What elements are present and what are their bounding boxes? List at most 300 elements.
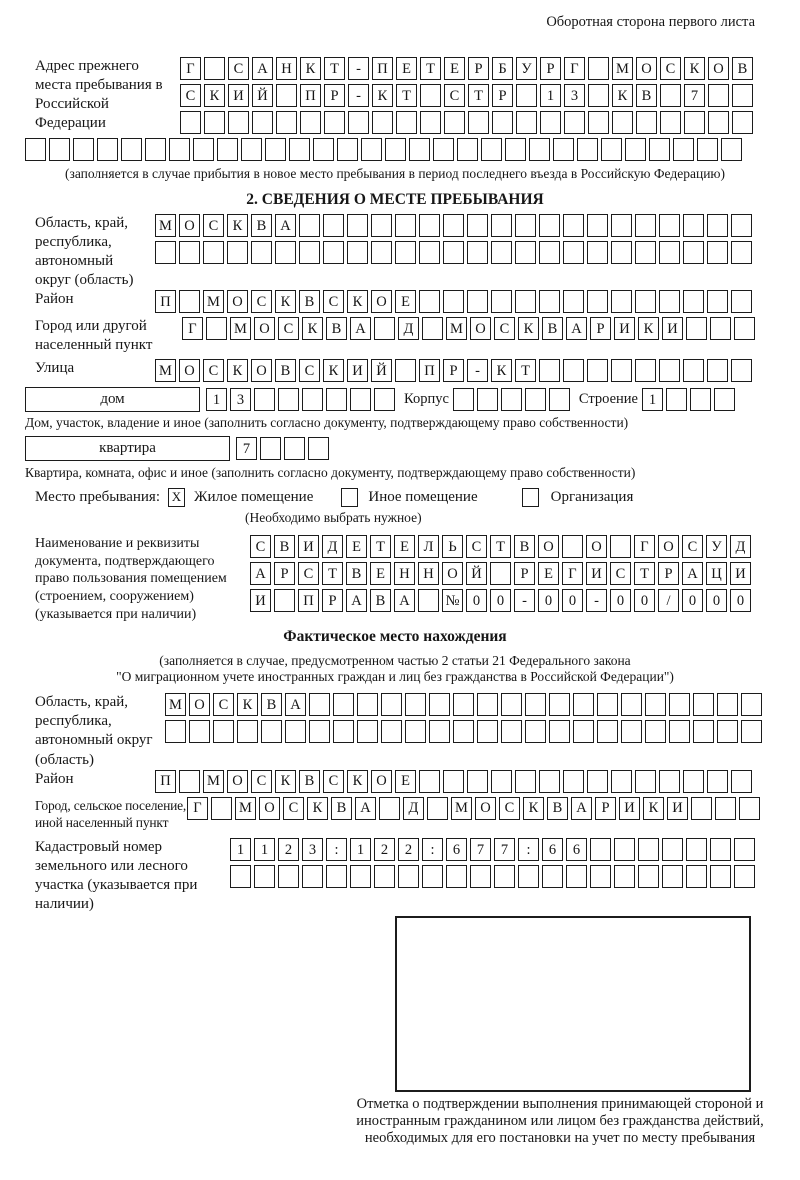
- char-cell[interactable]: [285, 720, 306, 743]
- char-cell[interactable]: [309, 720, 330, 743]
- char-cell[interactable]: [601, 138, 622, 161]
- char-cell[interactable]: [379, 797, 400, 820]
- char-cell[interactable]: А: [350, 317, 371, 340]
- char-cell[interactable]: [241, 138, 262, 161]
- char-cell[interactable]: [714, 388, 735, 411]
- char-cell[interactable]: [659, 290, 680, 313]
- char-cell[interactable]: Р: [274, 562, 295, 585]
- char-cell[interactable]: [666, 388, 687, 411]
- char-cell[interactable]: [409, 138, 430, 161]
- char-cell[interactable]: [121, 138, 142, 161]
- char-cell[interactable]: [381, 693, 402, 716]
- char-cell[interactable]: П: [155, 290, 176, 313]
- char-cell[interactable]: И: [298, 535, 319, 558]
- char-cell[interactable]: С: [228, 57, 249, 80]
- char-cell[interactable]: [710, 838, 731, 861]
- char-cell[interactable]: :: [422, 838, 443, 861]
- char-cell[interactable]: Ь: [442, 535, 463, 558]
- char-cell[interactable]: 1: [540, 84, 561, 107]
- char-cell[interactable]: М: [451, 797, 472, 820]
- char-cell[interactable]: [587, 241, 608, 264]
- char-cell[interactable]: И: [586, 562, 607, 585]
- char-cell[interactable]: К: [227, 214, 248, 237]
- char-cell[interactable]: [659, 359, 680, 382]
- char-cell[interactable]: [419, 214, 440, 237]
- char-cell[interactable]: [539, 290, 560, 313]
- char-cell[interactable]: 7: [684, 84, 705, 107]
- char-cell[interactable]: Н: [394, 562, 415, 585]
- char-cell[interactable]: П: [298, 589, 319, 612]
- char-cell[interactable]: [732, 84, 753, 107]
- char-cell[interactable]: [625, 138, 646, 161]
- char-cell[interactable]: [539, 359, 560, 382]
- char-cell[interactable]: У: [516, 57, 537, 80]
- char-cell[interactable]: [302, 865, 323, 888]
- char-cell[interactable]: [348, 111, 369, 134]
- char-cell[interactable]: [374, 388, 395, 411]
- char-cell[interactable]: [494, 865, 515, 888]
- char-cell[interactable]: К: [275, 290, 296, 313]
- char-cell[interactable]: [563, 214, 584, 237]
- char-cell[interactable]: [491, 241, 512, 264]
- char-cell[interactable]: [302, 388, 323, 411]
- char-cell[interactable]: [395, 214, 416, 237]
- char-cell[interactable]: О: [636, 57, 657, 80]
- char-cell[interactable]: [611, 290, 632, 313]
- char-cell[interactable]: [734, 317, 755, 340]
- char-cell[interactable]: [562, 535, 583, 558]
- char-cell[interactable]: [457, 138, 478, 161]
- char-cell[interactable]: Т: [490, 535, 511, 558]
- char-cell[interactable]: И: [347, 359, 368, 382]
- char-cell[interactable]: [635, 290, 656, 313]
- char-cell[interactable]: [525, 693, 546, 716]
- char-cell[interactable]: Т: [468, 84, 489, 107]
- char-cell[interactable]: [731, 359, 752, 382]
- char-cell[interactable]: [261, 720, 282, 743]
- char-cell[interactable]: К: [237, 693, 258, 716]
- char-cell[interactable]: [611, 770, 632, 793]
- char-cell[interactable]: [587, 290, 608, 313]
- char-cell[interactable]: О: [251, 359, 272, 382]
- char-cell[interactable]: 1: [230, 838, 251, 861]
- char-cell[interactable]: К: [347, 770, 368, 793]
- char-cell[interactable]: И: [228, 84, 249, 107]
- char-cell[interactable]: 2: [278, 838, 299, 861]
- char-cell[interactable]: [252, 111, 273, 134]
- char-cell[interactable]: [588, 111, 609, 134]
- char-cell[interactable]: [73, 138, 94, 161]
- char-cell[interactable]: [669, 693, 690, 716]
- char-cell[interactable]: [433, 138, 454, 161]
- char-cell[interactable]: Й: [371, 359, 392, 382]
- char-cell[interactable]: А: [355, 797, 376, 820]
- char-cell[interactable]: В: [274, 535, 295, 558]
- char-cell[interactable]: [635, 214, 656, 237]
- char-cell[interactable]: Л: [418, 535, 439, 558]
- char-cell[interactable]: [278, 388, 299, 411]
- char-cell[interactable]: [284, 437, 305, 460]
- char-cell[interactable]: В: [299, 290, 320, 313]
- char-cell[interactable]: [420, 111, 441, 134]
- char-cell[interactable]: [731, 770, 752, 793]
- char-cell[interactable]: [467, 290, 488, 313]
- char-cell[interactable]: [669, 720, 690, 743]
- char-cell[interactable]: [673, 138, 694, 161]
- char-cell[interactable]: О: [227, 290, 248, 313]
- char-cell[interactable]: [659, 241, 680, 264]
- char-cell[interactable]: [597, 720, 618, 743]
- char-cell[interactable]: А: [346, 589, 367, 612]
- char-cell[interactable]: 1: [350, 838, 371, 861]
- char-cell[interactable]: [518, 865, 539, 888]
- char-cell[interactable]: Е: [395, 290, 416, 313]
- char-cell[interactable]: [573, 693, 594, 716]
- char-cell[interactable]: К: [612, 84, 633, 107]
- char-cell[interactable]: [446, 865, 467, 888]
- char-cell[interactable]: [645, 720, 666, 743]
- char-cell[interactable]: 1: [254, 838, 275, 861]
- char-cell[interactable]: [564, 111, 585, 134]
- char-cell[interactable]: В: [261, 693, 282, 716]
- char-cell[interactable]: К: [323, 359, 344, 382]
- char-cell[interactable]: М: [155, 359, 176, 382]
- char-cell[interactable]: 7: [494, 838, 515, 861]
- char-cell[interactable]: [635, 241, 656, 264]
- char-cell[interactable]: С: [494, 317, 515, 340]
- char-cell[interactable]: В: [346, 562, 367, 585]
- char-cell[interactable]: [309, 693, 330, 716]
- char-cell[interactable]: М: [446, 317, 467, 340]
- char-cell[interactable]: [477, 388, 498, 411]
- char-cell[interactable]: [398, 865, 419, 888]
- char-cell[interactable]: О: [475, 797, 496, 820]
- char-cell[interactable]: В: [275, 359, 296, 382]
- char-cell[interactable]: 7: [236, 437, 257, 460]
- char-cell[interactable]: [539, 214, 560, 237]
- char-cell[interactable]: [491, 770, 512, 793]
- char-cell[interactable]: [25, 138, 46, 161]
- char-cell[interactable]: Н: [276, 57, 297, 80]
- char-cell[interactable]: К: [518, 317, 539, 340]
- char-cell[interactable]: [621, 720, 642, 743]
- char-cell[interactable]: Р: [443, 359, 464, 382]
- char-cell[interactable]: [611, 214, 632, 237]
- char-cell[interactable]: №: [442, 589, 463, 612]
- char-cell[interactable]: [443, 214, 464, 237]
- char-cell[interactable]: [419, 241, 440, 264]
- char-cell[interactable]: Е: [538, 562, 559, 585]
- char-cell[interactable]: [350, 388, 371, 411]
- char-cell[interactable]: [515, 290, 536, 313]
- char-cell[interactable]: [621, 693, 642, 716]
- char-cell[interactable]: Р: [468, 57, 489, 80]
- char-cell[interactable]: [443, 290, 464, 313]
- char-cell[interactable]: [614, 865, 635, 888]
- char-cell[interactable]: Т: [324, 57, 345, 80]
- char-cell[interactable]: Р: [590, 317, 611, 340]
- char-cell[interactable]: [468, 111, 489, 134]
- char-cell[interactable]: [254, 388, 275, 411]
- char-cell[interactable]: [371, 214, 392, 237]
- char-cell[interactable]: С: [203, 359, 224, 382]
- char-cell[interactable]: -: [467, 359, 488, 382]
- char-cell[interactable]: [274, 589, 295, 612]
- char-cell[interactable]: [357, 693, 378, 716]
- char-cell[interactable]: [573, 720, 594, 743]
- char-cell[interactable]: [289, 138, 310, 161]
- char-cell[interactable]: А: [566, 317, 587, 340]
- char-cell[interactable]: [189, 720, 210, 743]
- char-cell[interactable]: Н: [418, 562, 439, 585]
- char-cell[interactable]: С: [251, 770, 272, 793]
- char-cell[interactable]: [492, 111, 513, 134]
- char-cell[interactable]: В: [514, 535, 535, 558]
- char-cell[interactable]: [721, 138, 742, 161]
- char-cell[interactable]: [481, 138, 502, 161]
- char-cell[interactable]: И: [730, 562, 751, 585]
- char-cell[interactable]: [662, 838, 683, 861]
- char-cell[interactable]: [563, 290, 584, 313]
- char-cell[interactable]: О: [658, 535, 679, 558]
- char-cell[interactable]: [422, 865, 443, 888]
- char-cell[interactable]: [563, 241, 584, 264]
- char-cell[interactable]: [420, 84, 441, 107]
- char-cell[interactable]: С: [444, 84, 465, 107]
- char-cell[interactable]: [180, 111, 201, 134]
- char-cell[interactable]: [708, 84, 729, 107]
- char-cell[interactable]: Г: [182, 317, 203, 340]
- char-cell[interactable]: [443, 241, 464, 264]
- char-cell[interactable]: [491, 290, 512, 313]
- char-cell[interactable]: [477, 693, 498, 716]
- char-cell[interactable]: [515, 770, 536, 793]
- char-cell[interactable]: [347, 214, 368, 237]
- char-cell[interactable]: [590, 865, 611, 888]
- char-cell[interactable]: [691, 797, 712, 820]
- char-cell[interactable]: 0: [682, 589, 703, 612]
- char-cell[interactable]: [610, 535, 631, 558]
- char-cell[interactable]: [542, 865, 563, 888]
- char-cell[interactable]: [731, 241, 752, 264]
- char-cell[interactable]: [683, 770, 704, 793]
- other-premises-checkbox[interactable]: [341, 488, 358, 507]
- char-cell[interactable]: [732, 111, 753, 134]
- char-cell[interactable]: Е: [346, 535, 367, 558]
- char-cell[interactable]: С: [610, 562, 631, 585]
- char-cell[interactable]: К: [227, 359, 248, 382]
- char-cell[interactable]: С: [499, 797, 520, 820]
- char-cell[interactable]: 2: [398, 838, 419, 861]
- char-cell[interactable]: О: [470, 317, 491, 340]
- char-cell[interactable]: [350, 865, 371, 888]
- char-cell[interactable]: Г: [562, 562, 583, 585]
- char-cell[interactable]: 0: [706, 589, 727, 612]
- char-cell[interactable]: [539, 241, 560, 264]
- char-cell[interactable]: А: [252, 57, 273, 80]
- char-cell[interactable]: [429, 720, 450, 743]
- char-cell[interactable]: М: [235, 797, 256, 820]
- char-cell[interactable]: Е: [394, 535, 415, 558]
- char-cell[interactable]: [587, 359, 608, 382]
- char-cell[interactable]: [395, 241, 416, 264]
- char-cell[interactable]: [739, 797, 760, 820]
- char-cell[interactable]: И: [667, 797, 688, 820]
- char-cell[interactable]: К: [684, 57, 705, 80]
- char-cell[interactable]: [563, 359, 584, 382]
- char-cell[interactable]: Е: [396, 57, 417, 80]
- char-cell[interactable]: Д: [730, 535, 751, 558]
- char-cell[interactable]: [227, 241, 248, 264]
- char-cell[interactable]: Р: [322, 589, 343, 612]
- char-cell[interactable]: [405, 693, 426, 716]
- char-cell[interactable]: [155, 241, 176, 264]
- char-cell[interactable]: К: [523, 797, 544, 820]
- char-cell[interactable]: [516, 84, 537, 107]
- char-cell[interactable]: [477, 720, 498, 743]
- char-cell[interactable]: [467, 241, 488, 264]
- char-cell[interactable]: Р: [595, 797, 616, 820]
- char-cell[interactable]: [422, 317, 443, 340]
- char-cell[interactable]: [251, 241, 272, 264]
- char-cell[interactable]: [635, 359, 656, 382]
- char-cell[interactable]: [374, 317, 395, 340]
- char-cell[interactable]: [659, 770, 680, 793]
- char-cell[interactable]: [323, 241, 344, 264]
- char-cell[interactable]: М: [203, 290, 224, 313]
- char-cell[interactable]: С: [299, 359, 320, 382]
- char-cell[interactable]: [638, 838, 659, 861]
- char-cell[interactable]: 2: [374, 838, 395, 861]
- char-cell[interactable]: [588, 57, 609, 80]
- char-cell[interactable]: И: [250, 589, 271, 612]
- char-cell[interactable]: [611, 241, 632, 264]
- char-cell[interactable]: [419, 290, 440, 313]
- char-cell[interactable]: А: [571, 797, 592, 820]
- char-cell[interactable]: [381, 720, 402, 743]
- char-cell[interactable]: [265, 138, 286, 161]
- char-cell[interactable]: [612, 111, 633, 134]
- char-cell[interactable]: [553, 138, 574, 161]
- char-cell[interactable]: [516, 111, 537, 134]
- char-cell[interactable]: [418, 589, 439, 612]
- char-cell[interactable]: [372, 111, 393, 134]
- char-cell[interactable]: П: [155, 770, 176, 793]
- char-cell[interactable]: [614, 838, 635, 861]
- char-cell[interactable]: Г: [180, 57, 201, 80]
- char-cell[interactable]: О: [371, 770, 392, 793]
- char-cell[interactable]: [707, 359, 728, 382]
- char-cell[interactable]: 0: [634, 589, 655, 612]
- char-cell[interactable]: Д: [322, 535, 343, 558]
- char-cell[interactable]: [337, 138, 358, 161]
- char-cell[interactable]: П: [300, 84, 321, 107]
- char-cell[interactable]: [734, 865, 755, 888]
- char-cell[interactable]: [707, 241, 728, 264]
- char-cell[interactable]: 1: [206, 388, 227, 411]
- char-cell[interactable]: [237, 720, 258, 743]
- char-cell[interactable]: :: [518, 838, 539, 861]
- char-cell[interactable]: [145, 138, 166, 161]
- char-cell[interactable]: [470, 865, 491, 888]
- char-cell[interactable]: [529, 138, 550, 161]
- char-cell[interactable]: [597, 693, 618, 716]
- char-cell[interactable]: 7: [470, 838, 491, 861]
- char-cell[interactable]: [707, 214, 728, 237]
- char-cell[interactable]: С: [323, 290, 344, 313]
- char-cell[interactable]: Д: [398, 317, 419, 340]
- char-cell[interactable]: [715, 797, 736, 820]
- char-cell[interactable]: [169, 138, 190, 161]
- char-cell[interactable]: С: [660, 57, 681, 80]
- char-cell[interactable]: [501, 693, 522, 716]
- char-cell[interactable]: [230, 865, 251, 888]
- char-cell[interactable]: К: [372, 84, 393, 107]
- char-cell[interactable]: Й: [466, 562, 487, 585]
- char-cell[interactable]: Т: [515, 359, 536, 382]
- char-cell[interactable]: Е: [444, 57, 465, 80]
- char-cell[interactable]: Г: [634, 535, 655, 558]
- char-cell[interactable]: О: [708, 57, 729, 80]
- char-cell[interactable]: [649, 138, 670, 161]
- char-cell[interactable]: И: [614, 317, 635, 340]
- char-cell[interactable]: [563, 770, 584, 793]
- char-cell[interactable]: [395, 359, 416, 382]
- char-cell[interactable]: [97, 138, 118, 161]
- char-cell[interactable]: [427, 797, 448, 820]
- char-cell[interactable]: [611, 359, 632, 382]
- char-cell[interactable]: С: [203, 214, 224, 237]
- char-cell[interactable]: С: [298, 562, 319, 585]
- char-cell[interactable]: [707, 770, 728, 793]
- char-cell[interactable]: В: [547, 797, 568, 820]
- char-cell[interactable]: [179, 290, 200, 313]
- char-cell[interactable]: 0: [562, 589, 583, 612]
- char-cell[interactable]: [443, 770, 464, 793]
- char-cell[interactable]: К: [638, 317, 659, 340]
- char-cell[interactable]: [549, 693, 570, 716]
- char-cell[interactable]: 3: [302, 838, 323, 861]
- char-cell[interactable]: 0: [490, 589, 511, 612]
- char-cell[interactable]: Т: [370, 535, 391, 558]
- char-cell[interactable]: [515, 214, 536, 237]
- char-cell[interactable]: [662, 865, 683, 888]
- char-cell[interactable]: С: [283, 797, 304, 820]
- char-cell[interactable]: [741, 693, 762, 716]
- char-cell[interactable]: [347, 241, 368, 264]
- char-cell[interactable]: В: [299, 770, 320, 793]
- char-cell[interactable]: [540, 111, 561, 134]
- char-cell[interactable]: О: [371, 290, 392, 313]
- char-cell[interactable]: В: [331, 797, 352, 820]
- char-cell[interactable]: [660, 84, 681, 107]
- char-cell[interactable]: [260, 437, 281, 460]
- char-cell[interactable]: А: [682, 562, 703, 585]
- char-cell[interactable]: С: [466, 535, 487, 558]
- char-cell[interactable]: [429, 693, 450, 716]
- char-cell[interactable]: С: [250, 535, 271, 558]
- char-cell[interactable]: [217, 138, 238, 161]
- char-cell[interactable]: [361, 138, 382, 161]
- char-cell[interactable]: И: [662, 317, 683, 340]
- char-cell[interactable]: М: [203, 770, 224, 793]
- char-cell[interactable]: [636, 111, 657, 134]
- char-cell[interactable]: Г: [564, 57, 585, 80]
- char-cell[interactable]: [467, 770, 488, 793]
- char-cell[interactable]: [683, 241, 704, 264]
- char-cell[interactable]: [490, 562, 511, 585]
- char-cell[interactable]: [453, 720, 474, 743]
